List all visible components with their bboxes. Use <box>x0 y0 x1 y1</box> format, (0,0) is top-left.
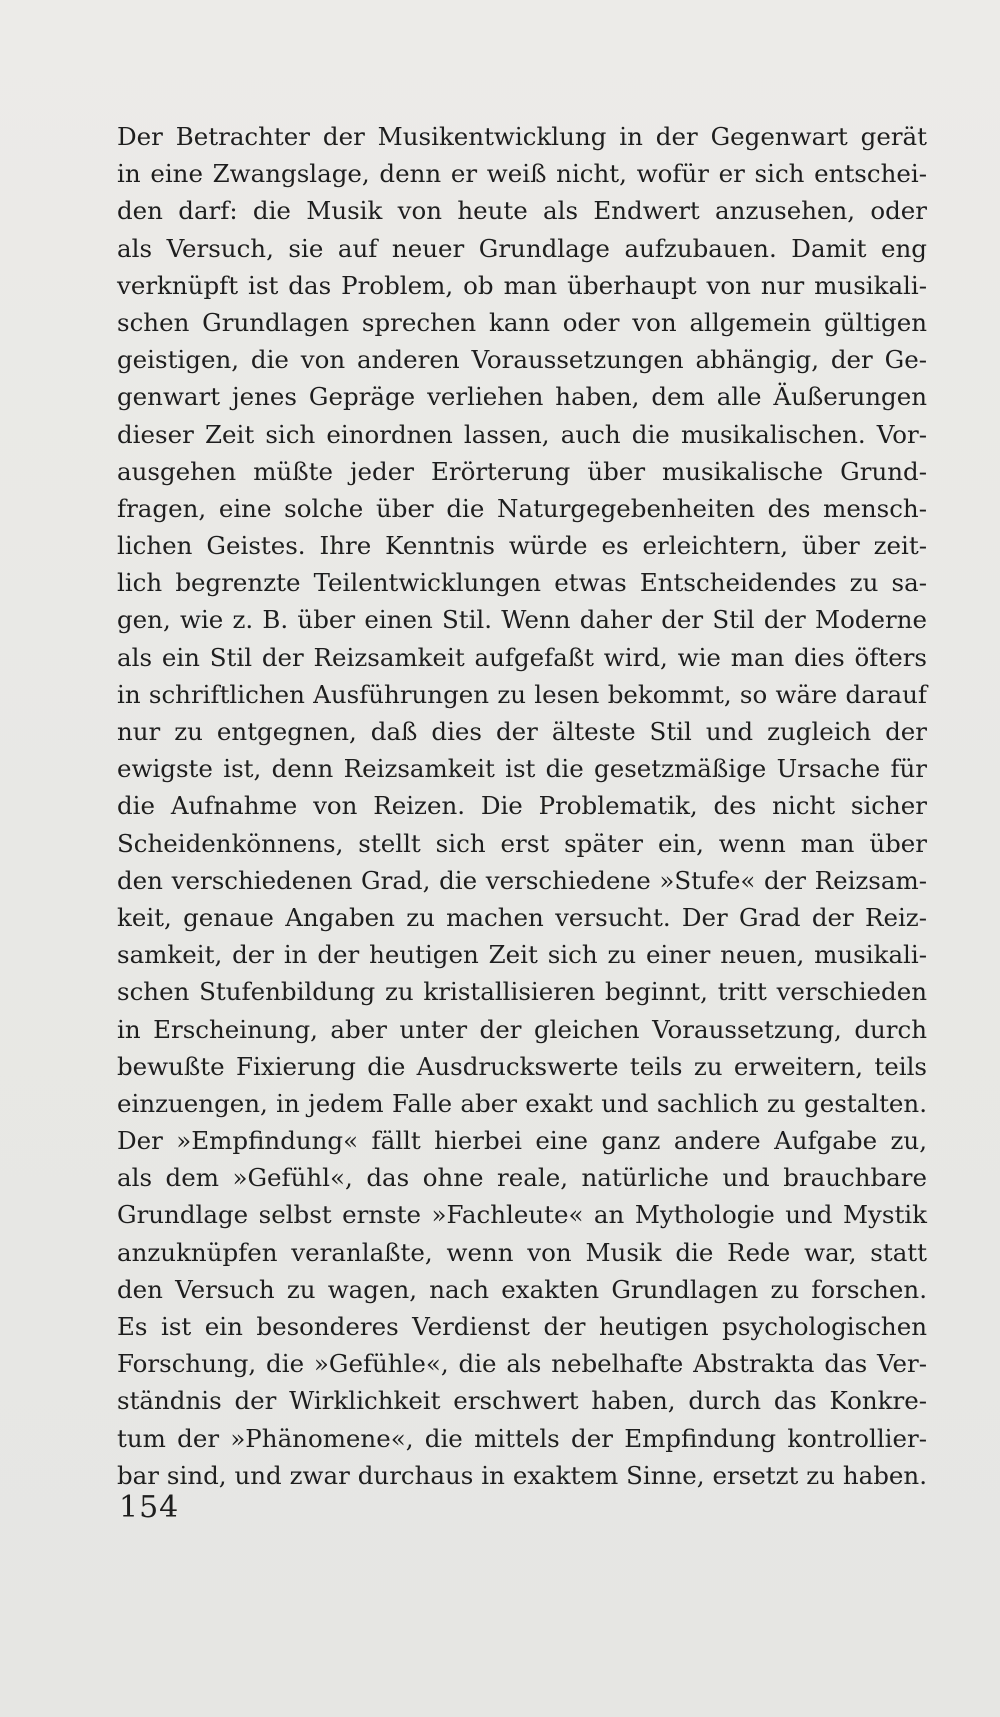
text-line: anzuknüpfen veranlaßte, wenn von Musik die Rede war, statt <box>117 1237 927 1267</box>
text-line: ständnis der Wirklichkeit erschwert haben, durch das Konkre- <box>117 1386 927 1416</box>
text-line: geistigen, die von anderen Voraussetzungen abhängig, der Ge- <box>117 345 927 375</box>
text-line: die Aufnahme von Reizen. Die Problematik, des nicht sicher <box>117 791 927 821</box>
text-line: lich begrenzte Teilentwicklungen etwas Entscheidendes zu sa- <box>117 568 927 598</box>
text-line: nur zu entgegnen, daß dies der älteste Stil und zugleich der <box>117 717 927 746</box>
text-line: verknüpft ist das Problem, ob man überhaupt von nur musikali- <box>117 270 927 300</box>
text-line: lichen Geistes. Ihre Kenntnis würde es erleichtern, über zeit- <box>117 531 927 561</box>
body-text <box>117 118 927 1494</box>
text-line: dieser Zeit sich einordnen lassen, auch die musikalischen. Vor- <box>117 419 927 449</box>
page-number: 154 <box>119 1490 180 1525</box>
text-line: genwart jenes Gepräge verliehen haben, dem alle Äußerungen <box>117 382 927 412</box>
text-line: ewigste ist, denn Reizsamkeit ist die gesetzmäßige Ursache für <box>117 754 927 784</box>
text-line: in Erscheinung, aber unter der gleichen Voraussetzung, durch <box>117 1014 927 1044</box>
text-line: Der »Empfindung« fällt hierbei eine ganz andere Aufgabe zu, <box>117 1126 927 1156</box>
text-line: gen, wie z. B. über einen Stil. Wenn daher der Stil der Moderne <box>117 605 927 635</box>
text-line: einzuengen, in jedem Falle aber exakt und sachlich zu gestalten. <box>117 1088 927 1118</box>
text-line: in schriftlichen Ausführungen zu lesen bekommt, so wäre darauf <box>117 679 927 709</box>
text-line: samkeit, der in der heutigen Zeit sich zu einer neuen, musikali- <box>117 940 927 970</box>
text-line: in eine Zwangslage, denn er weiß nicht, wofür er sich entschei- <box>117 159 927 189</box>
text-line: Grundlage selbst ernste »Fachleute« an Mythologie und Mystik <box>117 1200 927 1230</box>
text-line: schen Stufenbildung zu kristallisieren beginnt, tritt verschieden <box>117 977 927 1007</box>
text-line: keit, genaue Angaben zu machen versucht. Der Grad der Reiz- <box>117 902 927 932</box>
text-line: den Versuch zu wagen, nach exakten Grundlagen zu forschen. <box>117 1274 927 1304</box>
text-line: tum der »Phänomene«, die mittels der Empfindung kontrollier- <box>117 1423 927 1453</box>
text-line: schen Grundlagen sprechen kann oder von allgemein gültigen <box>117 307 927 337</box>
text-line: den verschiedenen Grad, die verschiedene »Stufe« der Reizsam- <box>117 865 927 895</box>
text-line: Scheidenkönnens, stellt sich erst später ein, wenn man über <box>117 828 927 858</box>
text-line: bewußte Fixierung die Ausdruckswerte teils zu erweitern, teils <box>117 1051 927 1081</box>
text-line: Der Betrachter der Musikentwicklung in der Gegenwart gerät <box>117 122 927 151</box>
text-line: ausgehen müßte jeder Erörterung über musikalische Grund- <box>117 456 927 486</box>
text-line: als Versuch, sie auf neuer Grundlage aufzubauen. Damit eng <box>117 233 927 263</box>
text-line: als dem »Gefühl«, das ohne reale, natürliche und brauchbare <box>117 1163 927 1193</box>
text-line: fragen, eine solche über die Naturgegebenheiten des mensch- <box>117 493 927 523</box>
text-line: bar sind, und zwar durchaus in exaktem Sinne, ersetzt zu haben. <box>117 1460 927 1490</box>
text-line: Forschung, die »Gefühle«, die als nebelhafte Abstrakta das Ver- <box>117 1349 927 1379</box>
text-line: den darf: die Musik von heute als Endwert anzusehen, oder <box>117 196 927 226</box>
text-line: als ein Stil der Reizsamkeit aufgefaßt wird, wie man dies öfters <box>117 642 927 672</box>
text-line: Es ist ein besonderes Verdienst der heutigen psychologischen <box>117 1312 927 1341</box>
